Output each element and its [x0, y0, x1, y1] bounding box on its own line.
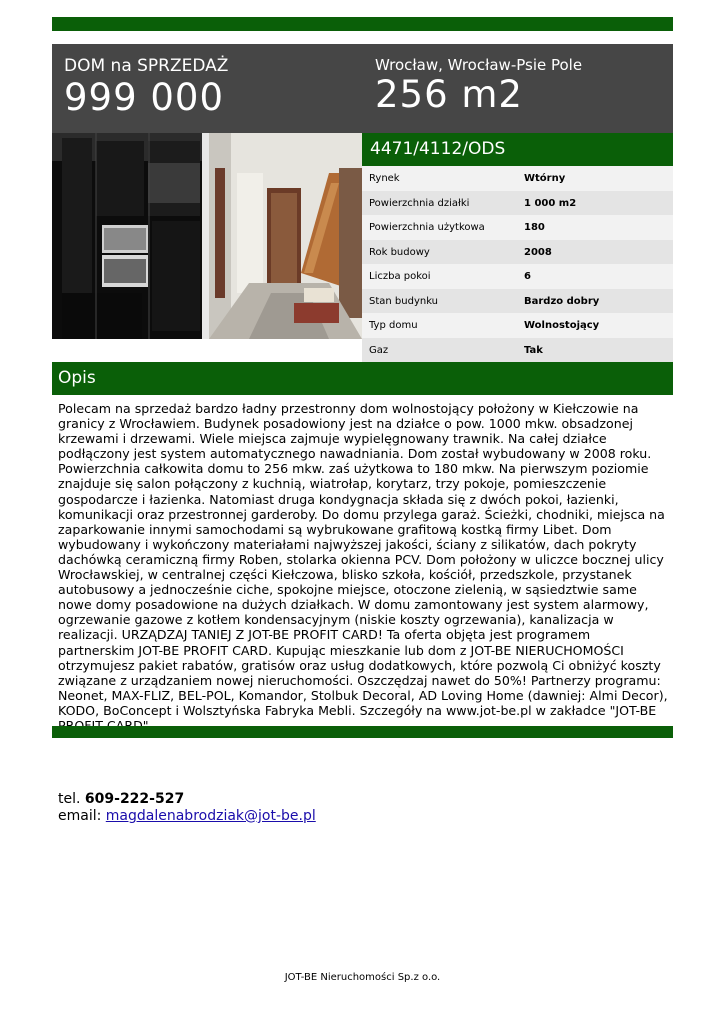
footer-company: JOT-BE Nieruchomości Sp.z o.o. — [284, 972, 441, 983]
hallway-photo — [209, 133, 362, 339]
offer-type-label: DOM na SPRZEDAŻ — [64, 56, 229, 76]
detail-row — [362, 240, 673, 265]
property-photo — [52, 133, 362, 339]
detail-value: 2008 — [524, 246, 552, 258]
bottom-accent-bar — [52, 726, 673, 738]
listing-id-bar — [362, 133, 673, 166]
phone-number: 609-222-527 — [84, 791, 185, 807]
detail-key: Gaz — [369, 344, 389, 356]
phone-label: tel. — [58, 791, 85, 807]
listing-id: 4471/4112/ODS — [370, 139, 506, 159]
price: 999 000 — [64, 76, 225, 119]
detail-key: Rok budowy — [369, 246, 430, 258]
detail-row — [362, 338, 673, 363]
email-link[interactable]: magdalenabrodziak@jot-be.pl — [105, 808, 316, 824]
detail-row — [362, 313, 673, 338]
description-heading: Opis — [58, 368, 96, 388]
detail-key: Powierzchnia działki — [369, 197, 470, 209]
phone-line — [58, 791, 316, 808]
detail-value: Tak — [524, 344, 543, 356]
details-table — [362, 166, 673, 362]
detail-row — [362, 289, 673, 314]
top-accent-bar — [52, 17, 673, 31]
detail-key: Rynek — [369, 173, 400, 184]
detail-row — [362, 166, 673, 191]
detail-value: Wtórny — [524, 173, 566, 184]
detail-key: Powierzchnia użytkowa — [369, 222, 485, 233]
location: Wrocław, Wrocław-Psie Pole — [375, 56, 583, 74]
detail-row — [362, 264, 673, 289]
description-text: Polecam na sprzedaż bardzo ładny przestronny dom wolnostojący położony w Kiełczowie na granicy z Wrocławiem. Budynek posadowiony jest na działce o pow. 1000 mkw. obsadzonej krzewami i drzewami. Wiele miejsca zajmuje wypielęgnowany trawnik. Na całej działce podłączony jest system automatycznego nawadniania. Dom został wybudowany w 2008 roku. Powierzchnia całkowita domu to 256 mkw. zaś użytkowa to 180 mkw. Na pierwszym poziomie znajduje się salon połączony z kuchnią, wiatrołap, korytarz, trzy pokoje, pomieszczenie gospodarcze i łazienka. Natomiast druga kondygnacja składa się z dwóch pokoi, łazienki, komunikacji oraz przestronnej garderoby. Do domu przylega garaż. Ścieżki, chodniki, miejsca na zaparkowanie innymi samochodami są wybrukowane grafitową kostką firmy Libet. Dom wybudowany i wykończony materiałami najwyższej jakości, ściany z silikatów, dach pokryty dachówką ceramiczną firmy Roben, stolarka okienna PCV. Dom położony w uliczce bocznej ulicy Wrocławskiej, w centralnej części Kiełczowa, blisko szkoła, kościół, przedszkole, przystanek autobusowy a jednocześnie ciche, spokojne miejsce, otoczone zielenią, w sąsiedztwie same nowe domy posadowione na dużych działkach. W domu zamontowany jest system alarmowy, ogrzewanie gazowe z kotłem kondensacyjnym (niskie koszty ogrzewania), kanalizacja w realizacji. URZĄDZAJ TANIEJ Z JOT-BE PROFIT CARD! Ta oferta objęta jest programem partnerskim JOT-BE PROFIT CARD. Kupując mieszkanie lub dom z JOT-BE NIERUCHOMOŚCI otrzymujesz pakiet rabatów, gratisów oraz usług dodatkowych, które pozwolą Ci obniżyć koszty związane z urządzaniem nowej nieruchomości. Oszczędzaj nawet do 50%! Partnerzy programu: Neonet, MAX-FLIZ, BEL-POL, Komandor, Stolbuk Decoral, AD Loving Home (dawniej: Almi Decor), KODO, BoConcept i Wolsztyńska Fabryka Mebli. Szczegóły na www.jot-be.pl w zakładce "JOT-BE — [58, 401, 668, 718]
detail-value: Bardzo dobry — [524, 295, 600, 307]
detail-key: Stan budynku — [369, 295, 439, 307]
kitchen-photo — [52, 133, 209, 339]
detail-value: Wolnostojący — [524, 320, 600, 331]
detail-value: 6 — [524, 271, 531, 282]
description-heading-bar — [52, 362, 673, 395]
area: 256 m2 — [375, 73, 523, 116]
detail-key: Typ domu — [369, 320, 418, 331]
detail-value: 180 — [524, 222, 545, 233]
listing-header — [52, 44, 673, 133]
email-line — [58, 808, 316, 825]
contact-block — [58, 791, 316, 825]
email-label: email: — [58, 808, 106, 824]
detail-row — [362, 215, 673, 240]
detail-row — [362, 191, 673, 216]
detail-key: Liczba pokoi — [369, 271, 431, 282]
detail-value: 1 000 m2 — [524, 197, 577, 209]
